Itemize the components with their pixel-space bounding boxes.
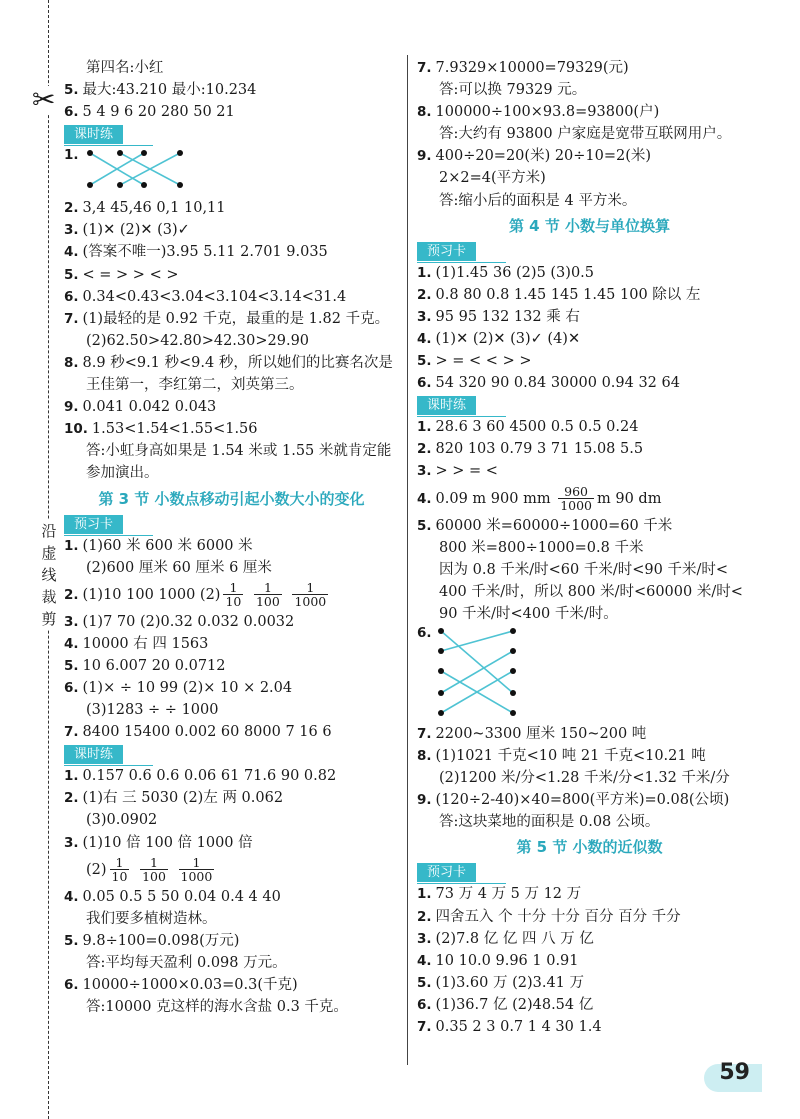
answer-line: 2×2=4(平方米) [439, 170, 546, 187]
answer-line: (3)0.0902 [86, 812, 158, 829]
answer-text: 10000÷1000×0.03=0.3(千克) [82, 977, 298, 993]
answer-line [417, 372, 762, 394]
answer-line [417, 789, 762, 811]
q-number: 3. [417, 930, 432, 947]
answer-line [417, 57, 762, 79]
answer-line [417, 262, 762, 284]
answer-line: 我们要多植树造林。 [86, 910, 217, 927]
q-number: 7. [64, 724, 79, 741]
right-column [417, 57, 762, 1038]
answer-text: (1)右 三 5030 (2)左 两 0.062 [82, 790, 284, 807]
q-number: 2. [417, 908, 432, 925]
answer-line: (3)1283 ÷ ÷ 1000 [86, 702, 219, 719]
answer-text: (1)1021 千克<10 吨 21 千克<10.21 吨 [435, 748, 706, 765]
answer-line [64, 418, 399, 440]
answer-text: (答案不唯一)3.95 5.11 2.701 9.035 [82, 244, 328, 261]
cut-char: 沿 [41, 522, 57, 540]
answer-line [417, 928, 762, 950]
fraction [140, 856, 168, 883]
fraction [223, 581, 243, 608]
fraction [292, 581, 328, 608]
answer-line [64, 79, 399, 101]
fraction [254, 581, 282, 608]
q-number: 3. [417, 308, 432, 325]
answer-line [417, 745, 762, 767]
answer-line [417, 483, 762, 515]
answer-line [64, 974, 399, 996]
answer-line: 答:小虹身高如果是 1.54 米或 1.55 米就肯定能 [86, 443, 392, 460]
q-number: 5. [417, 974, 432, 991]
answer-text: 0.05 0.5 5 50 0.04 0.4 4 40 [82, 888, 281, 905]
q-number: 5. [64, 266, 79, 283]
fraction [558, 485, 594, 512]
answer-text: 0.8 80 0.8 1.45 145 1.45 100 除以 左 [435, 286, 701, 303]
answer-text: < = > > < > [82, 266, 179, 283]
answer-line [417, 460, 762, 482]
practice-banner: 课时练 [64, 125, 123, 144]
numerator: 1 [292, 581, 328, 595]
q-number: 1. [64, 537, 79, 554]
matching-diagram [64, 145, 399, 197]
denominator: 100 [255, 594, 280, 610]
answer-line [417, 723, 762, 745]
matching-lines-graphic [435, 625, 555, 721]
answer-line [417, 328, 762, 350]
answer-text: 3,4 45,46 0,1 10,11 [82, 200, 226, 217]
numerator: 1 [254, 581, 282, 595]
answer-line [417, 145, 762, 167]
numerator: 1 [140, 856, 168, 870]
answer-line [64, 832, 399, 854]
q-number: 6. [64, 679, 79, 696]
section-heading: 第 3 节 小数点移动引起小数大小的变化 [98, 489, 365, 508]
answer-text: 73 万 4 万 5 万 12 万 [435, 886, 582, 903]
q-number: 8. [417, 748, 432, 765]
page-number: 59 [719, 1060, 750, 1085]
answer-text: 9.8÷100=0.098(万元) [82, 932, 240, 949]
q-number: 9. [64, 399, 79, 416]
denominator: 100 [142, 869, 166, 885]
answer-line [417, 306, 762, 328]
q-number: 1. [64, 768, 79, 785]
answer-text: > = < < > > [435, 353, 532, 370]
denominator: 10 [225, 594, 242, 610]
numerator: 1 [223, 581, 243, 595]
answer-line [64, 396, 399, 418]
q-number: 1. [417, 886, 432, 903]
answer-text: 95 95 132 132 乘 右 [435, 308, 580, 325]
numerator: 1 [179, 856, 215, 870]
answer-line: 400 千米/时，所以 800 米/时<60000 米/时< [439, 583, 743, 600]
answer-text: 54 320 90 0.84 30000 0.94 32 64 [435, 375, 680, 392]
answer-text: 0.157 0.6 0.6 0.06 61 71.6 90 0.82 [82, 768, 337, 785]
cut-char: 虚 [41, 544, 57, 562]
q-number: 4. [64, 635, 79, 652]
q-number: 6. [64, 104, 79, 121]
q-number: 3. [417, 463, 432, 480]
answer-line: 第四名:小红 [86, 60, 164, 76]
answer-text: (1)× ÷ 10 99 (2)× 10 × 2.04 [82, 679, 293, 696]
answer-line [64, 721, 399, 743]
answer-line [64, 219, 399, 241]
answer-text: 2200~3300 厘米 150~200 吨 [435, 725, 647, 742]
answer-line: (2)62.50>42.80>42.30>29.90 [86, 332, 310, 349]
q-number: 7. [417, 60, 432, 76]
answer-line [64, 308, 399, 330]
q-number: 5. [64, 82, 79, 99]
answer-line: (2)1200 米/分<1.28 千米/分<1.32 千米/分 [439, 770, 730, 787]
answer-text: (1)7 70 (2)0.32 0.032 0.0032 [82, 613, 295, 630]
answer-line [417, 906, 762, 928]
q-number: 6. [417, 375, 432, 392]
q-number: 5. [64, 932, 79, 949]
q-number: 8. [64, 354, 79, 371]
q-number: 4. [64, 888, 79, 905]
answer-line: 答:缩小后的面积是 4 平方米。 [439, 192, 637, 209]
answer-text: (2)7.8 亿 亿 四 八 万 亿 [435, 930, 594, 947]
answer-line [64, 286, 399, 308]
answer-line [417, 284, 762, 306]
answer-line: 因为 0.8 千米/时<60 千米/时<90 千米/时< [439, 561, 729, 578]
column-divider [407, 55, 408, 1065]
answer-line [417, 950, 762, 972]
answer-text: 四舍五入 个 十分 十分 百分 百分 千分 [435, 908, 681, 925]
answer-text: 最大:43.210 最小:10.234 [82, 82, 257, 99]
answer-line: 800 米=800÷1000=0.8 千米 [439, 539, 644, 556]
answer-text: 1.53<1.54<1.55<1.56 [91, 421, 258, 438]
answer-text: (120÷2-40)×40=800(平方米)=0.08(公顷) [435, 792, 730, 809]
q-number: 4. [64, 244, 79, 261]
q-number: 7. [64, 310, 79, 327]
answer-text: (1)✕ (2)✕ (3)✓ [82, 222, 190, 239]
cut-instruction [38, 520, 60, 630]
answer-text: (1)最轻的是 0.92 千克，最重的是 1.82 千克。 [82, 310, 390, 327]
answer-text: 0.041 0.042 0.043 [82, 399, 217, 416]
q-number: 2. [417, 441, 432, 458]
answer-text: 820 103 0.79 3 71 15.08 5.5 [435, 441, 644, 458]
answer-line [417, 416, 762, 438]
answer-line [64, 101, 399, 123]
q-number: 4. [417, 490, 432, 507]
answer-line [64, 197, 399, 219]
answer-line [64, 930, 399, 952]
answer-line [417, 994, 762, 1016]
answer-text: 8400 15400 0.002 60 8000 7 16 6 [82, 724, 332, 741]
answer-line: (2)600 厘米 60 厘米 6 厘米 [86, 559, 272, 576]
answer-line [64, 677, 399, 699]
answer-line [417, 350, 762, 372]
answer-text: 7.9329×10000=79329(元) [435, 60, 629, 76]
answer-line [64, 765, 399, 787]
q-number: 7. [417, 725, 432, 742]
q-number: 3. [64, 222, 79, 239]
answer-line: 答:10000 克这样的海水含盐 0.3 千克。 [86, 999, 348, 1016]
denominator: 1000 [294, 594, 327, 610]
fraction [110, 856, 130, 883]
answer-text: 10000 右 四 1563 [82, 635, 209, 652]
numerator: 1 [110, 856, 130, 870]
answer-text: 100000÷100×93.8=93800(户) [435, 104, 660, 121]
answer-text: (1)60 米 600 米 6000 米 [82, 537, 253, 554]
matching-lines-graphic [84, 145, 284, 195]
answer-line: 答:大约有 93800 户家庭是宽带互联网用户。 [439, 126, 732, 143]
q-number: 4. [417, 952, 432, 969]
answer-text: 0.09 m 900 mm [435, 490, 551, 507]
answer-line: 答:这块菜地的面积是 0.08 公顷。 [439, 814, 660, 831]
q-number: 9. [417, 148, 432, 165]
answer-line: 参加演出。 [86, 465, 159, 482]
answer-text: (1)10 倍 100 倍 1000 倍 [82, 834, 253, 851]
answer-line [417, 1016, 762, 1038]
q-number: 5. [417, 353, 432, 370]
answer-text: > > = < [435, 463, 498, 480]
answer-text: 10 10.0 9.96 1 0.91 [435, 952, 579, 969]
cut-char: 线 [41, 566, 57, 584]
answer-line: 答:可以换 79329 元。 [439, 82, 587, 99]
section-heading: 第 4 节 小数与单位换算 [508, 216, 671, 235]
scissors-icon: ✂ [32, 83, 56, 116]
answer-line [64, 264, 399, 286]
answer-line [417, 972, 762, 994]
answer-line [64, 633, 399, 655]
numerator: 960 [558, 485, 594, 499]
answer-line [417, 438, 762, 460]
answer-line [64, 787, 399, 809]
preview-banner: 预习卡 [417, 242, 476, 261]
denominator: 1000 [560, 498, 592, 513]
answer-text: 28.6 3 60 4500 0.5 0.5 0.24 [435, 419, 639, 436]
practice-banner: 课时练 [64, 745, 123, 764]
answer-line: 答:平均每天盈利 0.098 万元。 [86, 954, 287, 971]
practice-banner: 课时练 [417, 396, 476, 415]
matching-diagram [417, 625, 762, 723]
answer-line [417, 515, 762, 537]
answer-line: 90 千米/时<400 千米/时。 [439, 605, 618, 622]
cut-char: 裁 [41, 588, 57, 606]
q-number: 1. [64, 147, 79, 164]
q-number: 6. [64, 977, 79, 993]
answer-line [64, 579, 399, 611]
answer-text: 8.9 秒<9.1 秒<9.4 秒，所以她们的比赛名次是 [82, 354, 393, 371]
answer-text: (2) [86, 861, 107, 878]
section-heading: 第 5 节 小数的近似数 [516, 838, 663, 857]
fraction [179, 856, 215, 883]
answer-text: 0.35 2 3 0.7 1 4 30 1.4 [435, 1019, 602, 1035]
denominator: 10 [111, 869, 128, 885]
answer-line [64, 535, 399, 557]
q-number: 5. [64, 657, 79, 674]
q-number: 2. [64, 586, 79, 603]
q-number: 2. [417, 286, 432, 303]
preview-banner: 预习卡 [417, 863, 476, 882]
answer-text: 10 6.007 20 0.0712 [82, 657, 226, 674]
answer-text: 60000 米=60000÷1000=60 千米 [435, 517, 673, 534]
answer-line [64, 886, 399, 908]
q-number: 7. [417, 1019, 432, 1035]
q-number: 1. [417, 264, 432, 281]
answer-text: (1)10 100 1000 (2) [82, 586, 221, 603]
q-number: 4. [417, 330, 432, 347]
q-number: 9. [417, 792, 432, 809]
q-number: 6. [417, 624, 432, 641]
q-number: 3. [64, 613, 79, 630]
answer-text: (1)36.7 亿 (2)48.54 亿 [435, 996, 594, 1013]
q-number: 3. [64, 834, 79, 851]
answer-text: 5 4 9 6 20 280 50 21 [82, 104, 235, 121]
answer-text: 0.34<0.43<3.04<3.104<3.14<31.4 [82, 288, 347, 305]
answer-text: 400÷20=20(米) 20÷10=2(米) [435, 148, 652, 165]
answer-line [64, 854, 399, 886]
q-number: 2. [64, 790, 79, 807]
answer-line [417, 883, 762, 905]
answer-line [417, 101, 762, 123]
left-column [64, 57, 399, 1018]
q-number: 10. [64, 421, 88, 438]
answer-line [64, 611, 399, 633]
q-number: 5. [417, 517, 432, 534]
denominator: 1000 [180, 869, 213, 885]
answer-line [64, 241, 399, 263]
answer-text: m 90 dm [597, 490, 662, 507]
answer-text: (1)3.60 万 (2)3.41 万 [435, 974, 585, 991]
answer-text: (1)1.45 36 (2)5 (3)0.5 [435, 264, 594, 281]
cut-char: 剪 [41, 610, 57, 628]
answer-line: 王佳第一，李红第二，刘英第三。 [86, 377, 304, 394]
preview-banner: 预习卡 [64, 515, 123, 534]
answer-line [64, 352, 399, 374]
q-number: 6. [64, 288, 79, 305]
q-number: 8. [417, 104, 432, 121]
answer-text: (1)✕ (2)✕ (3)✓ (4)✕ [435, 330, 581, 347]
q-number: 1. [417, 419, 432, 436]
q-number: 2. [64, 200, 79, 217]
q-number: 6. [417, 996, 432, 1013]
answer-line [64, 655, 399, 677]
